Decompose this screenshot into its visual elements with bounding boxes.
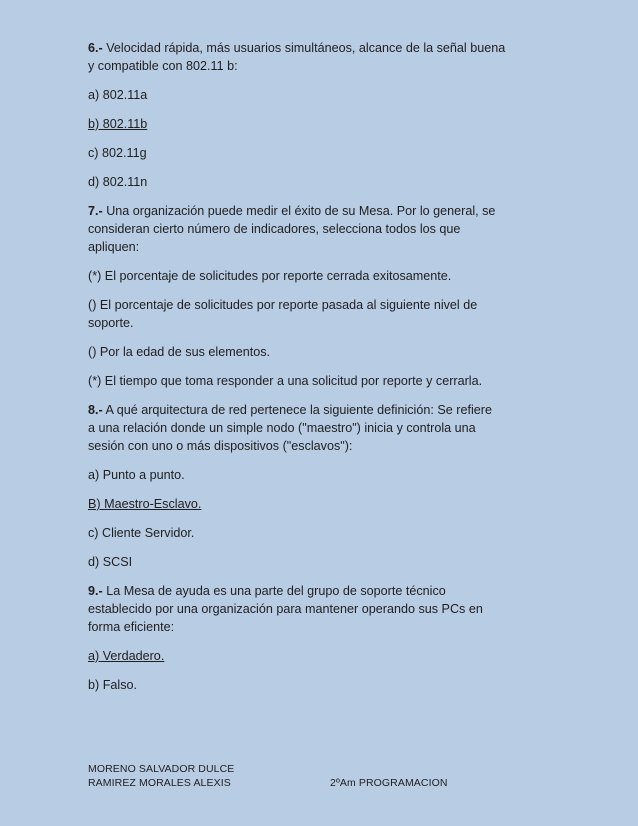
question-text: La Mesa de ayuda es una parte del grupo de soporte técnico	[102, 584, 446, 598]
answer-option: (*) El porcentaje de solicitudes por reporte cerrada exitosamente.	[88, 269, 452, 283]
question-8	[88, 401, 558, 455]
answer-option: d) SCSI	[88, 555, 133, 569]
footer-group: 2ºAm PROGRAMACION	[330, 777, 448, 789]
question-text: establecido por una organización para mantener operando sus PCs en	[88, 602, 483, 616]
question-text: a una relación donde un simple nodo ("maestro") inicia y controla una	[88, 421, 476, 435]
answer-option-line: () El porcentaje de solicitudes por reporte pasada al siguiente nivel de	[88, 298, 478, 312]
answer-option: (*) El tiempo que toma responder a una solicitud por reporte y cerrarla.	[88, 374, 483, 388]
question-text: Velocidad rápida, más usuarios simultáneos, alcance de la señal buena	[102, 41, 506, 55]
question-number: 8.-	[88, 403, 103, 417]
question-number: 9.-	[88, 584, 103, 598]
question-text: apliquen:	[88, 240, 140, 254]
answer-option: c) Cliente Servidor.	[88, 526, 195, 540]
answer-option: () Por la edad de sus elementos.	[88, 345, 271, 359]
question-number: 6.-	[88, 41, 103, 55]
footer-author: RAMIREZ MORALES ALEXIS	[88, 777, 231, 789]
question-6	[88, 39, 558, 75]
question-9	[88, 582, 558, 636]
document-body	[88, 39, 558, 705]
page-footer	[88, 762, 558, 790]
answer-option-selected: a) Verdadero.	[88, 649, 165, 663]
answer-option: a) Punto a punto.	[88, 468, 185, 482]
answer-option-line: soporte.	[88, 316, 134, 330]
question-number: 7.-	[88, 204, 103, 218]
question-text: Una organización puede medir el éxito de su Mesa. Por lo general, se	[102, 204, 496, 218]
question-text: forma eficiente:	[88, 620, 175, 634]
question-text: y compatible con 802.11 b:	[88, 59, 238, 73]
question-text: sesión con uno o más dispositivos ("esclavos"):	[88, 439, 353, 453]
question-7	[88, 202, 558, 256]
answer-option-selected: B) Maestro-Esclavo.	[88, 497, 202, 511]
question-text: consideran cierto número de indicadores, selecciona todos los que	[88, 222, 461, 236]
answer-option: d) 802.11n	[88, 175, 148, 189]
answer-option: c) 802.11g	[88, 146, 147, 160]
footer-author: MORENO SALVADOR DULCE	[88, 763, 235, 775]
answer-option: a) 802.11a	[88, 88, 148, 102]
question-text: A qué arquitectura de red pertenece la siguiente definición: Se refiere	[102, 403, 492, 417]
answer-option: b) Falso.	[88, 678, 137, 692]
answer-option-selected: b) 802.11b	[88, 117, 148, 131]
answer-option	[88, 296, 558, 332]
